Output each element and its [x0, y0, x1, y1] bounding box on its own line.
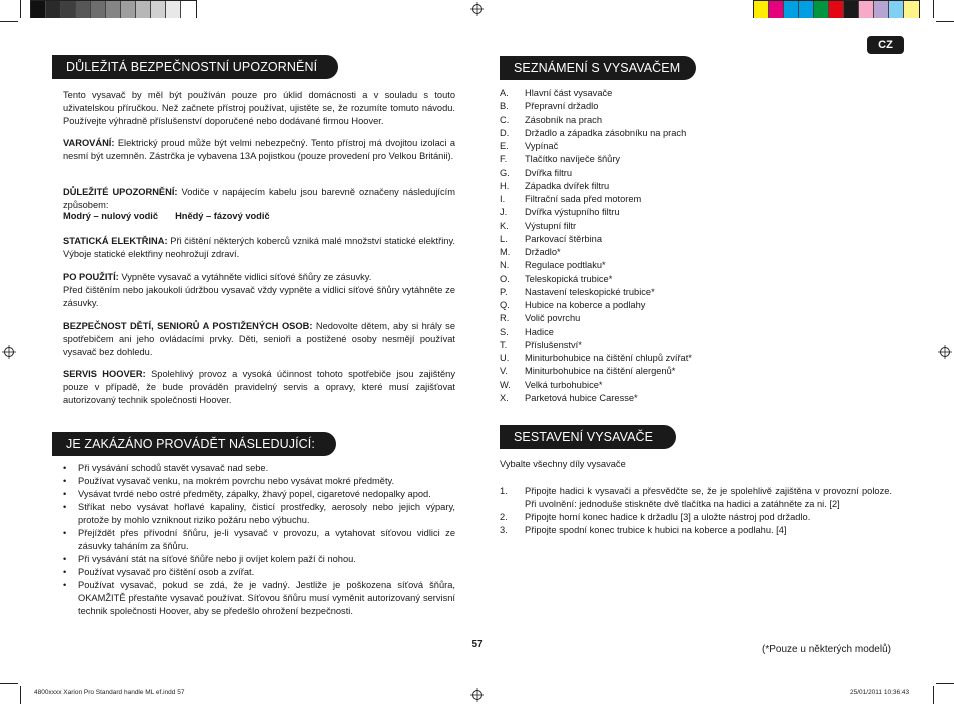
color-swatch: [844, 1, 859, 18]
list-item: [63, 579, 455, 618]
static-label: STATICKÁ ELEKTŘINA:: [63, 236, 168, 246]
assembly-steps: [500, 485, 892, 537]
part-letter: Q.: [500, 300, 510, 310]
color-swatch: [889, 1, 904, 18]
bullet-icon: •: [63, 528, 67, 538]
part-name: Hlavní část vysavače: [525, 88, 613, 98]
color-swatch: [91, 1, 106, 18]
part-letter: T.: [500, 339, 508, 350]
list-item-text: Přejíždět přes přívodní šňůru, je-li vysavač v provozu, a vytahovat síťovou vidlici ze zásuvky taháním za šňůru.: [78, 528, 455, 551]
part-item: [500, 379, 800, 392]
part-letter: V.: [500, 366, 508, 377]
bullet-icon: •: [63, 580, 67, 590]
registration-mark-icon: [2, 345, 16, 359]
intro-heading: SEZNÁMENÍ S VYSAVAČEM: [500, 56, 696, 80]
part-item: [500, 352, 800, 365]
children-safety-paragraph: BEZPEČNOST DĚTÍ, SENIORŮ A POSTIŽENÝCH OSOB: Nedovolte dětem, aby si hrály se spotřebičem ani jeho ovládacími prvky. Děti, senioři a postižené osoby nesmějí používat vysavač bez dohledu.: [63, 321, 455, 357]
list-item: [63, 488, 455, 501]
part-item: [500, 286, 800, 299]
part-letter: O.: [500, 273, 510, 284]
color-swatch: [166, 1, 181, 18]
assembly-heading: SESTAVENÍ VYSAVAČE: [500, 425, 676, 449]
part-letter: B.: [500, 101, 509, 112]
part-item: [500, 299, 800, 312]
part-item: [500, 233, 800, 246]
part-letter: A.: [500, 88, 509, 98]
wire-brown: Hnědý – fázový vodič: [175, 211, 270, 221]
part-letter: D.: [500, 127, 510, 138]
part-item: [500, 153, 800, 166]
part-item: [500, 167, 800, 180]
registration-mark-icon: [470, 688, 484, 702]
part-name: Regulace podtlaku*: [525, 260, 606, 271]
file-slug: 4800xxxx Xarion Pro Standard handle ML ef.indd 57: [34, 689, 185, 696]
part-name: Držadlo*: [525, 247, 561, 257]
color-swatch: [754, 1, 769, 18]
part-name: Parkovací štěrbina: [525, 233, 602, 244]
part-name: Zásobník na prach: [525, 114, 603, 125]
children-safety-label: BEZPEČNOST DĚTÍ, SENIORŮ A POSTIŽENÝCH OSOB:: [63, 321, 313, 331]
step-number: 3.: [500, 525, 508, 535]
color-swatch: [784, 1, 799, 18]
part-item: [500, 246, 800, 259]
crop-mark: [933, 0, 934, 18]
list-item: [63, 462, 455, 475]
footnote: (*Pouze u některých modelů): [762, 644, 891, 655]
part-item: [500, 114, 800, 127]
color-swatch: [46, 1, 61, 18]
parts-list: [500, 87, 800, 405]
part-item: [500, 100, 800, 113]
crop-mark: [0, 683, 18, 684]
part-name: Příslušenství*: [525, 339, 582, 350]
assembly-step: [500, 511, 892, 524]
static-paragraph: STATICKÁ ELEKTŘINA: Při čištění některých koberců vzniká malé množství statické elektřiny. Výboje statické elektřiny neohrožují zdraví.: [63, 236, 455, 259]
part-name: Velká turbohubice*: [525, 379, 603, 390]
part-name: Teleskopická trubice*: [525, 273, 613, 284]
list-item: [63, 475, 455, 488]
part-letter: P.: [500, 286, 508, 297]
part-letter: S.: [500, 326, 509, 337]
part-name: Hubice na koberce a podlahy: [525, 300, 646, 310]
part-letter: L.: [500, 233, 508, 244]
warning-paragraph: VAROVÁNÍ: Elektrický proud může být velmi nebezpečný. Tento přístroj má dvojitou izolaci a nesmí být uzemněn. Zástrčka je vybavena 13A pojistkou (pouze provedení pro Velkou Británii).: [63, 138, 455, 161]
part-item: [500, 127, 800, 140]
part-name: Tlačítko navíječe šňůry: [525, 154, 621, 165]
warning-label: VAROVÁNÍ:: [63, 138, 115, 148]
part-name: Západka dvířek filtru: [525, 180, 610, 191]
list-item: [63, 566, 455, 579]
safety-heading: DŮLEŽITÁ BEZPEČNOSTNÍ UPOZORNĚNÍ: [52, 55, 338, 79]
part-letter: C.: [500, 114, 510, 125]
part-name: Držadlo a západka zásobníku na prach: [525, 127, 687, 138]
part-letter: U.: [500, 353, 510, 363]
crop-mark: [20, 0, 21, 18]
part-name: Miniturbohubice na čištění alergenů*: [525, 366, 676, 377]
part-name: Nastavení teleskopické trubice*: [525, 286, 655, 297]
part-letter: H.: [500, 180, 510, 191]
language-badge: CZ: [867, 36, 904, 54]
color-swatch: [904, 1, 919, 18]
prohibited-list: [63, 462, 455, 618]
part-item: [500, 326, 800, 339]
part-letter: K.: [500, 220, 509, 231]
step-number: 1.: [500, 486, 508, 496]
bullet-icon: •: [63, 554, 67, 564]
after-use-paragraph: PO POUŽITÍ: Vypněte vysavač a vytáhněte vidlici síťové šňůry ze zásuvky.: [63, 272, 372, 282]
bullet-icon: •: [63, 463, 67, 473]
color-swatch: [151, 1, 166, 18]
color-swatch: [769, 1, 784, 18]
part-letter: E.: [500, 141, 509, 151]
color-swatch: [814, 1, 829, 18]
crop-mark: [936, 21, 954, 22]
part-letter: X.: [500, 392, 509, 403]
color-swatch: [799, 1, 814, 18]
part-name: Hadice: [525, 326, 554, 337]
part-name: Výstupní filtr: [525, 220, 577, 231]
color-swatch: [874, 1, 889, 18]
after-use-paragraph-2: Před čištěním nebo jakoukoli údržbou vysavač vždy vypněte a vidlici síťové šňůry vytáhněte ze zásuvky.: [63, 285, 455, 308]
list-item-text: Používat vysavač pro čištění osob a zvířat.: [78, 567, 255, 577]
wire-colors: [63, 210, 455, 223]
part-item: [500, 140, 800, 153]
part-item: [500, 180, 800, 193]
color-swatch: [859, 1, 874, 18]
service-paragraph: SERVIS HOOVER: Spolehlivý provoz a vysoká účinnost tohoto spotřebiče jsou zajištěny pouze v případě, že bude prováděn pravidelný servis a opravy, které musí zajišťovat autorizovaný technik společnosti Hoover.: [63, 369, 456, 405]
crop-mark: [936, 683, 954, 684]
timestamp-slug: 25/01/2011 10:36:43: [850, 689, 910, 696]
part-letter: G.: [500, 167, 510, 178]
crop-mark: [0, 21, 18, 22]
part-letter: M.: [500, 247, 511, 257]
part-letter: I.: [500, 194, 506, 204]
list-item-text: Stříkat nebo vysávat hořlavé kapaliny, čisticí prostředky, aerosoly nebo jejich výpary, protože by mohlo vzniknout riziko požáru nebo výbuchu.: [78, 502, 455, 525]
part-item: [500, 339, 800, 352]
bullet-icon: •: [63, 567, 67, 577]
list-item-text: Při vysávání stát na síťové šňůře nebo ji ovíjet kolem paží či nohou.: [78, 554, 356, 564]
registration-mark-icon: [938, 345, 952, 359]
list-item: [63, 501, 455, 527]
list-item: [63, 527, 455, 553]
list-item: [63, 553, 455, 566]
crop-mark: [933, 686, 934, 704]
list-item-text: Používat vysavač, pokud se zdá, že je vadný. Jestliže je poškozena síťová šňůra, OKAMŽITĚ přestaňte vysavač používat. Síťovou šňůru musí vyměnit autorizovaný servisní technik společnosti Hoover, aby se předešlo ohrožení bezpečnosti.: [78, 580, 455, 616]
part-item: [500, 365, 800, 378]
registration-mark-icon: [470, 2, 484, 16]
bullet-icon: •: [63, 476, 67, 486]
part-letter: N.: [500, 260, 510, 271]
step-text: Připojte horní konec hadice k držadlu [3] a uložte nástroj pod držadlo.: [525, 512, 811, 522]
part-name: Dvířka výstupního filtru: [525, 207, 620, 218]
bullet-icon: •: [63, 489, 67, 499]
color-swatch: [181, 1, 196, 18]
part-letter: R.: [500, 313, 510, 324]
part-item: [500, 392, 800, 405]
step-text: Připojte hadici k vysavači a přesvědčte se, že je spolehlivě zajištěna v provozní poloze. Při uvolnění: jednoduše stiskněte dvě tlačítka na hadici a zatáhněte za ni. [2]: [525, 486, 892, 509]
part-item: [500, 273, 800, 286]
color-swatch: [31, 1, 46, 18]
part-item: [500, 193, 800, 206]
list-item-text: Při vysávání schodů stavět vysavač nad sebe.: [78, 463, 269, 473]
part-name: Vypínač: [525, 141, 559, 151]
crop-mark: [20, 686, 21, 704]
after-use-label: PO POUŽITÍ:: [63, 272, 119, 282]
color-swatch: [61, 1, 76, 18]
service-label: SERVIS HOOVER:: [63, 369, 146, 379]
part-item: [500, 206, 800, 219]
step-number: 2.: [500, 512, 508, 522]
bullet-icon: •: [63, 502, 67, 512]
part-name: Parketová hubice Caresse*: [525, 392, 638, 403]
color-swatch: [106, 1, 121, 18]
part-name: Přepravní držadlo: [525, 101, 599, 112]
part-letter: F.: [500, 154, 508, 165]
part-item: [500, 87, 800, 100]
important-label: DŮLEŽITÉ UPOZORNĚNÍ:: [63, 187, 178, 197]
part-letter: W.: [500, 379, 511, 390]
color-swatch: [136, 1, 151, 18]
part-name: Filtrační sada před motorem: [525, 194, 642, 204]
step-text: Připojte spodní konec trubice k hubici na koberce a podlahu. [4]: [525, 525, 787, 535]
wire-blue: Modrý – nulový vodič: [63, 211, 159, 221]
part-name: Miniturbohubice na čištění chlupů zvířat*: [525, 353, 692, 363]
assembly-intro: Vybalte všechny díly vysavače: [500, 459, 626, 469]
gray-calibration-strip: [30, 0, 197, 18]
important-paragraph: DŮLEŽITÉ UPOZORNĚNÍ: Vodiče v napájecím kabelu jsou barevně označeny následujícím způsobem:: [63, 187, 455, 210]
part-item: [500, 259, 800, 272]
part-letter: J.: [500, 207, 508, 218]
list-item-text: Používat vysavač venku, na mokrém povrchu nebo vysávat mokré předměty.: [78, 476, 395, 486]
color-swatch: [829, 1, 844, 18]
color-swatch: [76, 1, 91, 18]
prohibited-heading: JE ZAKÁZÁNO PROVÁDĚT NÁSLEDUJÍCÍ:: [52, 432, 336, 456]
part-name: Volič povrchu: [525, 313, 581, 324]
list-item-text: Vysávat tvrdé nebo ostré předměty, zápalky, žhavý popel, cigaretové nedopalky apod.: [78, 489, 431, 499]
part-item: [500, 220, 800, 233]
color-calibration-strip: [753, 0, 920, 18]
intro-paragraph: Tento vysavač by měl být používán pouze pro úklid domácnosti a v souladu s touto uživatelskou příručkou. Než začnete přístroj používat, ujistěte se, že rozumíte tomuto návodu. Používejte výhradně příslušenství doporučené nebo dodávané firmou Hoover.: [63, 90, 455, 126]
assembly-step: [500, 524, 892, 537]
assembly-step: [500, 485, 892, 511]
part-name: Dvířka filtru: [525, 167, 573, 178]
color-swatch: [121, 1, 136, 18]
page-number: 57: [471, 639, 483, 650]
part-item: [500, 312, 800, 325]
